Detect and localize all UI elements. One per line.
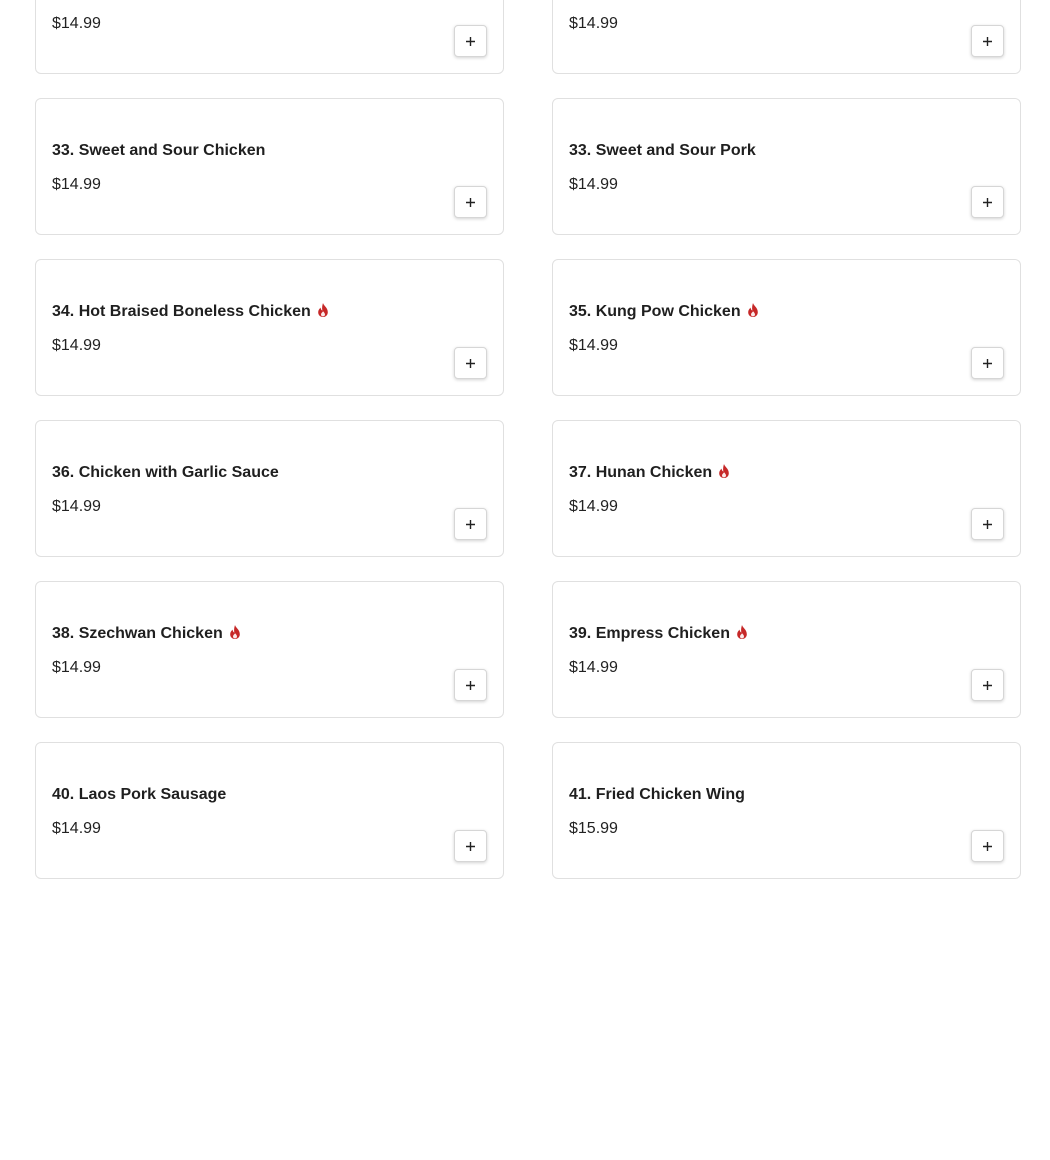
add-to-cart-button[interactable] (454, 347, 487, 379)
menu-item-card[interactable] (552, 259, 1021, 396)
add-to-cart-button[interactable] (971, 830, 1004, 862)
plus-icon (465, 680, 476, 691)
add-to-cart-button[interactable] (454, 830, 487, 862)
add-to-cart-button[interactable] (454, 186, 487, 218)
flame-icon (316, 302, 330, 318)
menu-item-price: $14.99 (569, 176, 618, 193)
menu-item-price: $14.99 (52, 15, 101, 32)
menu-item-price: $14.99 (52, 498, 101, 515)
menu-item-price: $15.99 (569, 820, 618, 837)
menu-item-name: 39. Empress Chicken (569, 624, 749, 644)
menu-item-card[interactable] (552, 420, 1021, 557)
add-to-cart-button[interactable] (454, 669, 487, 701)
flame-icon (735, 624, 749, 640)
menu-item-name: 34. Hot Braised Boneless Chicken (52, 302, 330, 322)
menu-item-grid (35, 0, 1021, 879)
menu-item-card[interactable] (35, 581, 504, 718)
menu-item-card[interactable] (35, 420, 504, 557)
add-to-cart-button[interactable] (454, 508, 487, 540)
plus-icon (982, 841, 993, 852)
add-to-cart-button[interactable] (971, 25, 1004, 57)
menu-item-price: $14.99 (52, 820, 101, 837)
menu-item-name: 40. Laos Pork Sausage (52, 786, 227, 803)
plus-icon (465, 197, 476, 208)
add-to-cart-button[interactable] (454, 25, 487, 57)
menu-item-card[interactable] (35, 742, 504, 879)
menu-item-card[interactable] (552, 581, 1021, 718)
flame-icon (746, 302, 760, 318)
add-to-cart-button[interactable] (971, 347, 1004, 379)
plus-icon (465, 841, 476, 852)
menu-item-name: 35. Kung Pow Chicken (569, 302, 760, 322)
plus-icon (465, 358, 476, 369)
menu-item-name: 36. Chicken with Garlic Sauce (52, 464, 279, 481)
menu-item-card[interactable] (35, 98, 504, 235)
plus-icon (465, 36, 476, 47)
flame-icon (228, 624, 242, 640)
menu-item-price: $14.99 (569, 15, 618, 32)
menu-item-card[interactable] (35, 259, 504, 396)
menu-item-name: 38. Szechwan Chicken (52, 624, 242, 644)
menu-item-price: $14.99 (569, 498, 618, 515)
flame-icon (717, 463, 731, 479)
menu-item-price: $14.99 (569, 659, 618, 676)
menu-item-name: 33. Sweet and Sour Pork (569, 142, 756, 159)
menu-item-price: $14.99 (52, 337, 101, 354)
plus-icon (982, 680, 993, 691)
add-to-cart-button[interactable] (971, 508, 1004, 540)
menu-item-name: 33. Sweet and Sour Chicken (52, 142, 266, 159)
plus-icon (982, 36, 993, 47)
menu-item-card[interactable] (552, 742, 1021, 879)
menu-item-name: 41. Fried Chicken Wing (569, 786, 745, 803)
menu-item-card[interactable] (552, 98, 1021, 235)
plus-icon (982, 519, 993, 530)
menu-item-price: $14.99 (569, 337, 618, 354)
menu-item-card[interactable] (35, 0, 504, 74)
menu-item-price: $14.99 (52, 659, 101, 676)
menu-item-price: $14.99 (52, 176, 101, 193)
add-to-cart-button[interactable] (971, 669, 1004, 701)
menu-item-name: 37. Hunan Chicken (569, 463, 731, 483)
plus-icon (465, 519, 476, 530)
plus-icon (982, 197, 993, 208)
plus-icon (982, 358, 993, 369)
menu-item-card[interactable] (552, 0, 1021, 74)
add-to-cart-button[interactable] (971, 186, 1004, 218)
